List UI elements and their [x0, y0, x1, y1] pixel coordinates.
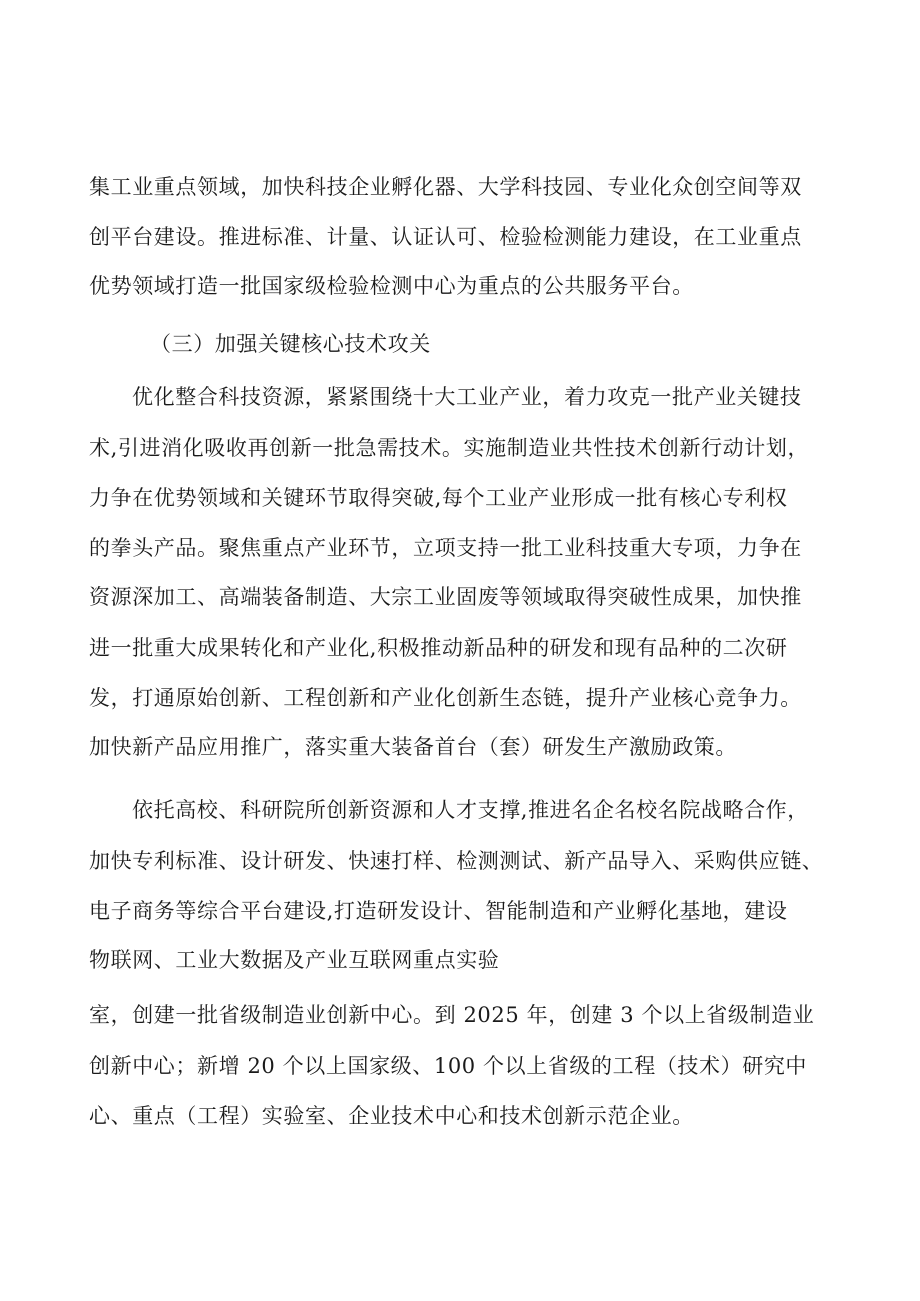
paragraph-2-line-3: 力争在优势领域和关键环节取得突破,每个工业产业形成一批有核心专利权 [89, 486, 788, 510]
section-heading: （三）加强关键核心技术攻关 [150, 332, 431, 356]
paragraph-2-line-5: 资源深加工、高端装备制造、大宗工业固废等领域取得突破性成果，加快推 [89, 585, 802, 609]
paragraph-2-line-6: 进一批重大成果转化和产业化,积极推动新品种的研发和现有品种的二次研 [89, 636, 788, 660]
paragraph-2-line-1: 优化整合科技资源，紧紧围绕十大工业产业，着力攻克一批产业关键技 [132, 385, 802, 409]
paragraph-2-line-8: 加快新产品应用推广，落实重大装备首台（套）研发生产激励政策。 [89, 735, 737, 759]
paragraph-2-line-2: 术,引进消化吸收再创新一批急需技术。实施制造业共性技术创新行动计划， [89, 436, 810, 460]
paragraph-3-line-4: 物联网、工业大数据及产业互联网重点实验 [89, 948, 500, 972]
paragraph-3-line-1: 依托高校、科研院所创新资源和人才支撑,推进名企名校名院战略合作， [132, 798, 809, 822]
paragraph-2-line-7: 发，打通原始创新、工程创新和产业化创新生态链，提升产业核心竞争力。 [89, 686, 802, 710]
paragraph-1-line-1: 集工业重点领域，加快科技企业孵化器、大学科技园、专业化众创空间等双 [89, 175, 802, 199]
paragraph-2-line-4: 的拳头产品。聚焦重点产业环节，立项支持一批工业科技重大专项，力争在 [89, 536, 802, 560]
paragraph-3-line-5: 室，创建一批省级制造业创新中心。到 2025 年，创建 3 个以上省级制造业 [89, 1003, 815, 1027]
paragraph-1-line-3: 优势领域打造一批国家级检验检测中心为重点的公共服务平台。 [89, 274, 694, 298]
paragraph-3-line-3: 电子商务等综合平台建设,打造研发设计、智能制造和产业孵化基地，建设 [89, 899, 788, 923]
paragraph-3-line-6: 创新中心；新增 20 个以上国家级、100 个以上省级的工程（技术）研究中 [89, 1054, 808, 1078]
paragraph-1-line-2: 创平台建设。推进标准、计量、认证认可、检验检测能力建设，在工业重点 [89, 225, 802, 249]
paragraph-3-line-7: 心、重点（工程）实验室、企业技术中心和技术创新示范企业。 [89, 1104, 694, 1128]
paragraph-3-line-2: 加快专利标准、设计研发、快速打样、检测测试、新产品导入、采购供应链、 [89, 849, 824, 873]
